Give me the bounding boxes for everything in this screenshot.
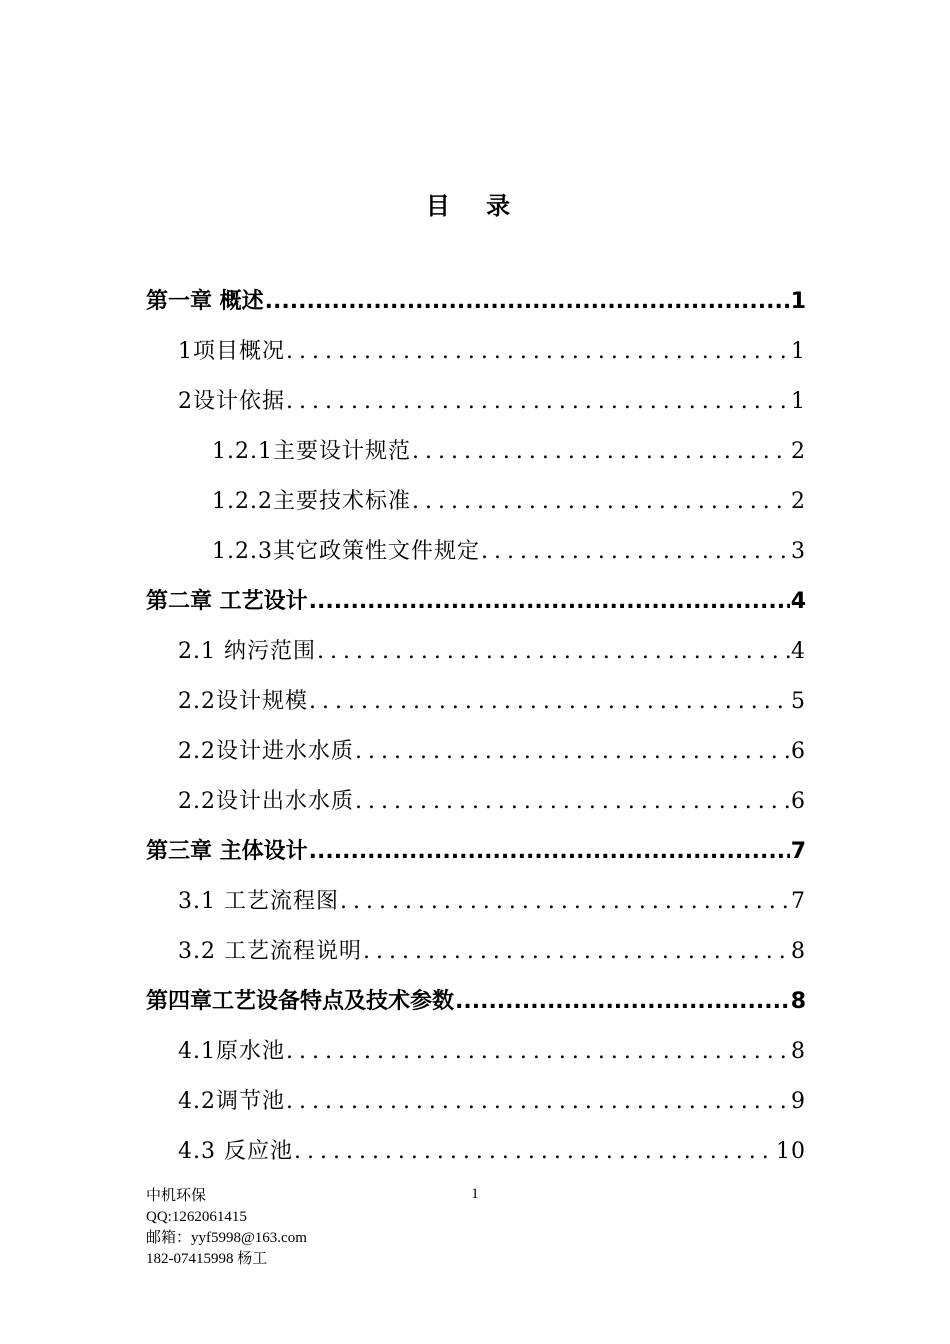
toc-chapter-entry[interactable] bbox=[146, 582, 806, 632]
footer-phone: 182-07415998 杨工 bbox=[146, 1251, 268, 1267]
toc-entry-label: 1项目概况 bbox=[178, 339, 285, 364]
toc-entry-page: 2 bbox=[791, 489, 806, 514]
toc-entry-label: 2.2设计出水水质 bbox=[178, 789, 354, 814]
toc-entry-page: 5 bbox=[791, 689, 806, 714]
toc-entry-label: 2.1 纳污范围 bbox=[178, 639, 316, 664]
toc-dot-leader bbox=[286, 332, 790, 372]
toc-dot-leader bbox=[355, 782, 790, 822]
toc-chapter-entry[interactable] bbox=[146, 282, 806, 332]
toc-entry-label: 3.1 工艺流程图 bbox=[178, 889, 339, 914]
toc-entry-label: 第四章工艺设备特点及技术参数 bbox=[146, 989, 455, 1014]
toc-entry-label: 2设计依据 bbox=[178, 389, 285, 414]
toc-dot-leader bbox=[412, 482, 790, 522]
toc-dot-leader bbox=[355, 732, 790, 772]
footer-qq: QQ:1262061415 bbox=[146, 1209, 247, 1225]
toc-entry[interactable] bbox=[146, 332, 806, 382]
toc-dot-leader bbox=[265, 282, 790, 322]
toc-dot-leader bbox=[309, 832, 790, 872]
footer-email: 邮箱：yyf5998@163.com bbox=[146, 1230, 307, 1246]
toc-entry-label: 4.3 反应池 bbox=[178, 1139, 293, 1164]
toc-entry[interactable] bbox=[146, 532, 806, 582]
footer-company: 中机环保 bbox=[146, 1188, 207, 1204]
page-number: 1 bbox=[471, 1186, 479, 1202]
toc-entry-page: 8 bbox=[790, 989, 806, 1014]
toc-entry[interactable] bbox=[146, 632, 806, 682]
toc-dot-leader bbox=[363, 932, 790, 972]
toc-entry-page: 6 bbox=[791, 789, 806, 814]
toc-entry-page: 8 bbox=[791, 939, 806, 964]
toc-entry-page: 1 bbox=[791, 339, 806, 364]
toc-entry-page: 6 bbox=[791, 739, 806, 764]
toc-entry-label: 1.2.1主要设计规范 bbox=[212, 439, 411, 464]
toc-entry-page: 1 bbox=[791, 389, 806, 414]
toc-dot-leader bbox=[286, 382, 790, 422]
toc-dot-leader bbox=[412, 432, 790, 472]
toc-entry[interactable] bbox=[146, 482, 806, 532]
toc-entry-page: 3 bbox=[791, 539, 806, 564]
toc-entry-page: 8 bbox=[791, 1039, 806, 1064]
toc-entry[interactable] bbox=[146, 782, 806, 832]
toc-chapter-entry[interactable] bbox=[146, 832, 806, 882]
toc-dot-leader bbox=[340, 882, 790, 922]
toc-entry-label: 2.2设计规模 bbox=[178, 689, 308, 714]
toc-entry[interactable] bbox=[146, 732, 806, 782]
toc-entry-label: 3.2 工艺流程说明 bbox=[178, 939, 362, 964]
toc-entry[interactable] bbox=[146, 932, 806, 982]
toc-dot-leader bbox=[309, 682, 790, 722]
toc-entry-label: 1.2.2主要技术标准 bbox=[212, 489, 411, 514]
toc-entry[interactable] bbox=[146, 1082, 806, 1132]
toc-entry-label: 4.2调节池 bbox=[178, 1089, 285, 1114]
toc-entry[interactable] bbox=[146, 1132, 806, 1182]
toc-entry[interactable] bbox=[146, 882, 806, 932]
toc-entry[interactable] bbox=[146, 1032, 806, 1082]
toc-entry-label: 2.2设计进水水质 bbox=[178, 739, 354, 764]
toc-dot-leader bbox=[455, 982, 790, 1022]
toc-entry-page: 1 bbox=[790, 289, 806, 314]
toc-dot-leader bbox=[481, 532, 790, 572]
toc-entry-page: 9 bbox=[791, 1089, 806, 1114]
toc-dot-leader bbox=[294, 1132, 775, 1172]
toc-dot-leader bbox=[286, 1032, 790, 1072]
table-of-contents bbox=[146, 282, 806, 1182]
toc-entry-label: 第三章 主体设计 bbox=[146, 839, 308, 864]
toc-entry-page: 10 bbox=[776, 1139, 806, 1164]
toc-chapter-entry[interactable] bbox=[146, 982, 806, 1032]
toc-entry-page: 7 bbox=[790, 839, 806, 864]
toc-dot-leader bbox=[309, 582, 790, 622]
toc-entry-label: 1.2.3其它政策性文件规定 bbox=[212, 539, 480, 564]
toc-entry-page: 7 bbox=[791, 889, 806, 914]
footer-contact bbox=[146, 1186, 307, 1270]
toc-entry-label: 第一章 概述 bbox=[146, 289, 264, 314]
toc-title: 目 录 bbox=[425, 191, 525, 220]
toc-dot-leader bbox=[286, 1082, 790, 1122]
toc-dot-leader bbox=[317, 632, 790, 672]
toc-entry-label: 4.1原水池 bbox=[178, 1039, 285, 1064]
toc-entry[interactable] bbox=[146, 382, 806, 432]
toc-entry-label: 第二章 工艺设计 bbox=[146, 589, 308, 614]
toc-entry-page: 2 bbox=[791, 439, 806, 464]
toc-entry[interactable] bbox=[146, 432, 806, 482]
toc-entry-page: 4 bbox=[791, 639, 806, 664]
toc-entry[interactable] bbox=[146, 682, 806, 732]
toc-entry-page: 4 bbox=[790, 589, 806, 614]
